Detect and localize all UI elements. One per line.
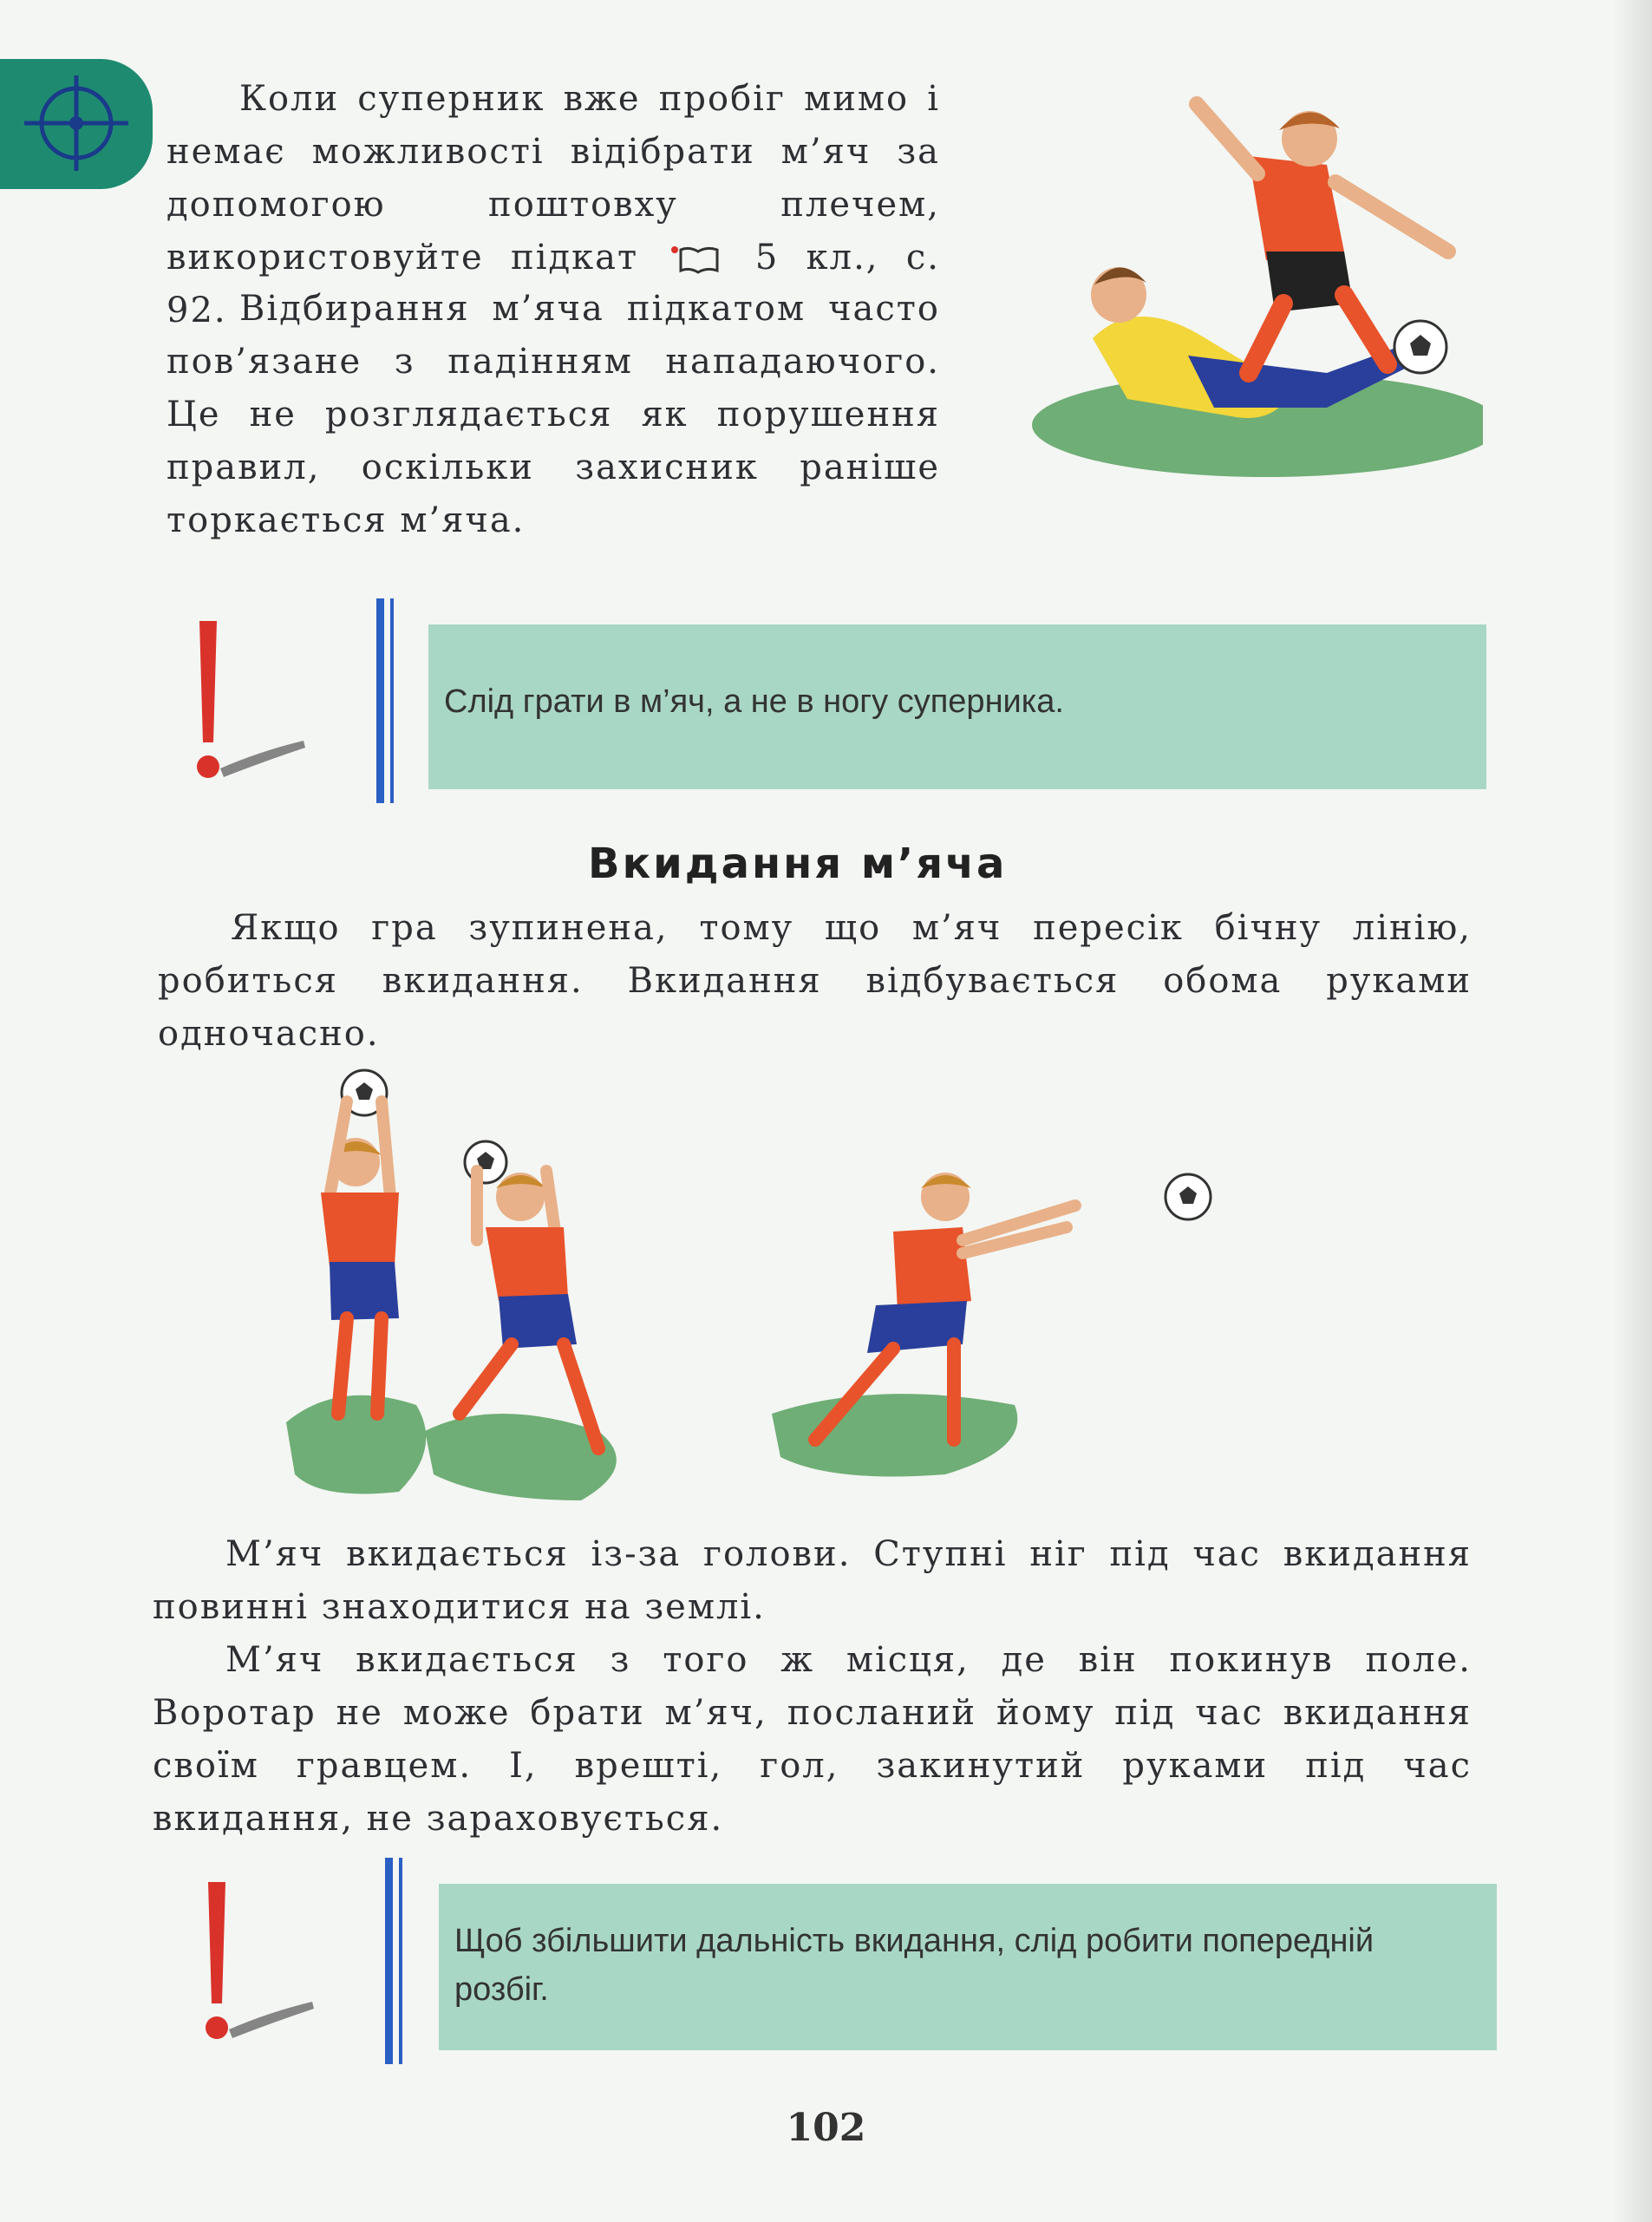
note-box-run-up — [439, 1884, 1497, 2050]
note-divider-thin — [390, 598, 394, 803]
tackle-illustration — [1015, 78, 1483, 486]
book-reference: 5 кл., с. 92. — [167, 238, 940, 330]
note-box-fair-play — [428, 624, 1486, 789]
page-number: 102 — [786, 2106, 866, 2150]
paragraph-throw-in — [158, 902, 1472, 1061]
paragraph-text: Коли суперник вже пробіг мимо і немає можливості відібрати м’яч за допомогою поштовху плечем, використовуйте підкат — [167, 79, 940, 278]
note-divider — [385, 1858, 393, 2064]
paragraph-text: М’яч вкидається із-за голови. Ступні ніг під час вкидання повинні знаходитися на землі. — [153, 1534, 1472, 1627]
note-text: Слід грати в м’яч, а не в ногу суперника. — [444, 683, 1064, 720]
paragraph-text: М’яч вкидається з того ж місця, де він покинув поле. Воротар не може брати м’яч, посланий йому під час вкидання своїм гравцем. І, врешті, гол, закинутий руками під час вкидання, не зараховується. — [153, 1640, 1472, 1839]
paragraph-throw-rule — [153, 1528, 1472, 1634]
throw-in-illustration — [269, 1067, 1231, 1509]
book-icon — [670, 245, 722, 276]
note-text: Щоб збільшити дальність вкидання, слід робити попередній розбіг. — [454, 1923, 1374, 2008]
section-heading: Вкидання м’яча — [588, 840, 1008, 888]
paragraph-text: Якщо гра зупинена, тому що м’яч пересік бічну лінію, робиться вкидання. Вкидання відбувається обома руками одночасно. — [158, 908, 1472, 1054]
note-divider-thin — [399, 1858, 402, 2064]
exclamation-icon — [182, 1873, 330, 2047]
crosshair-icon — [16, 71, 137, 175]
paragraph-tackle-fall — [167, 283, 940, 547]
note-divider — [376, 598, 384, 803]
exclamation-icon — [173, 612, 321, 786]
page-edge-shadow — [1612, 0, 1652, 2222]
section-tab — [0, 59, 153, 189]
paragraph-throw-place — [153, 1634, 1472, 1846]
paragraph-text: Відбирання м’яча підкатом часто пов’язане з падінням нападаючого. Це не розглядається як порушення правил, оскільки захисник раніше торкається м’яча. — [167, 289, 940, 540]
